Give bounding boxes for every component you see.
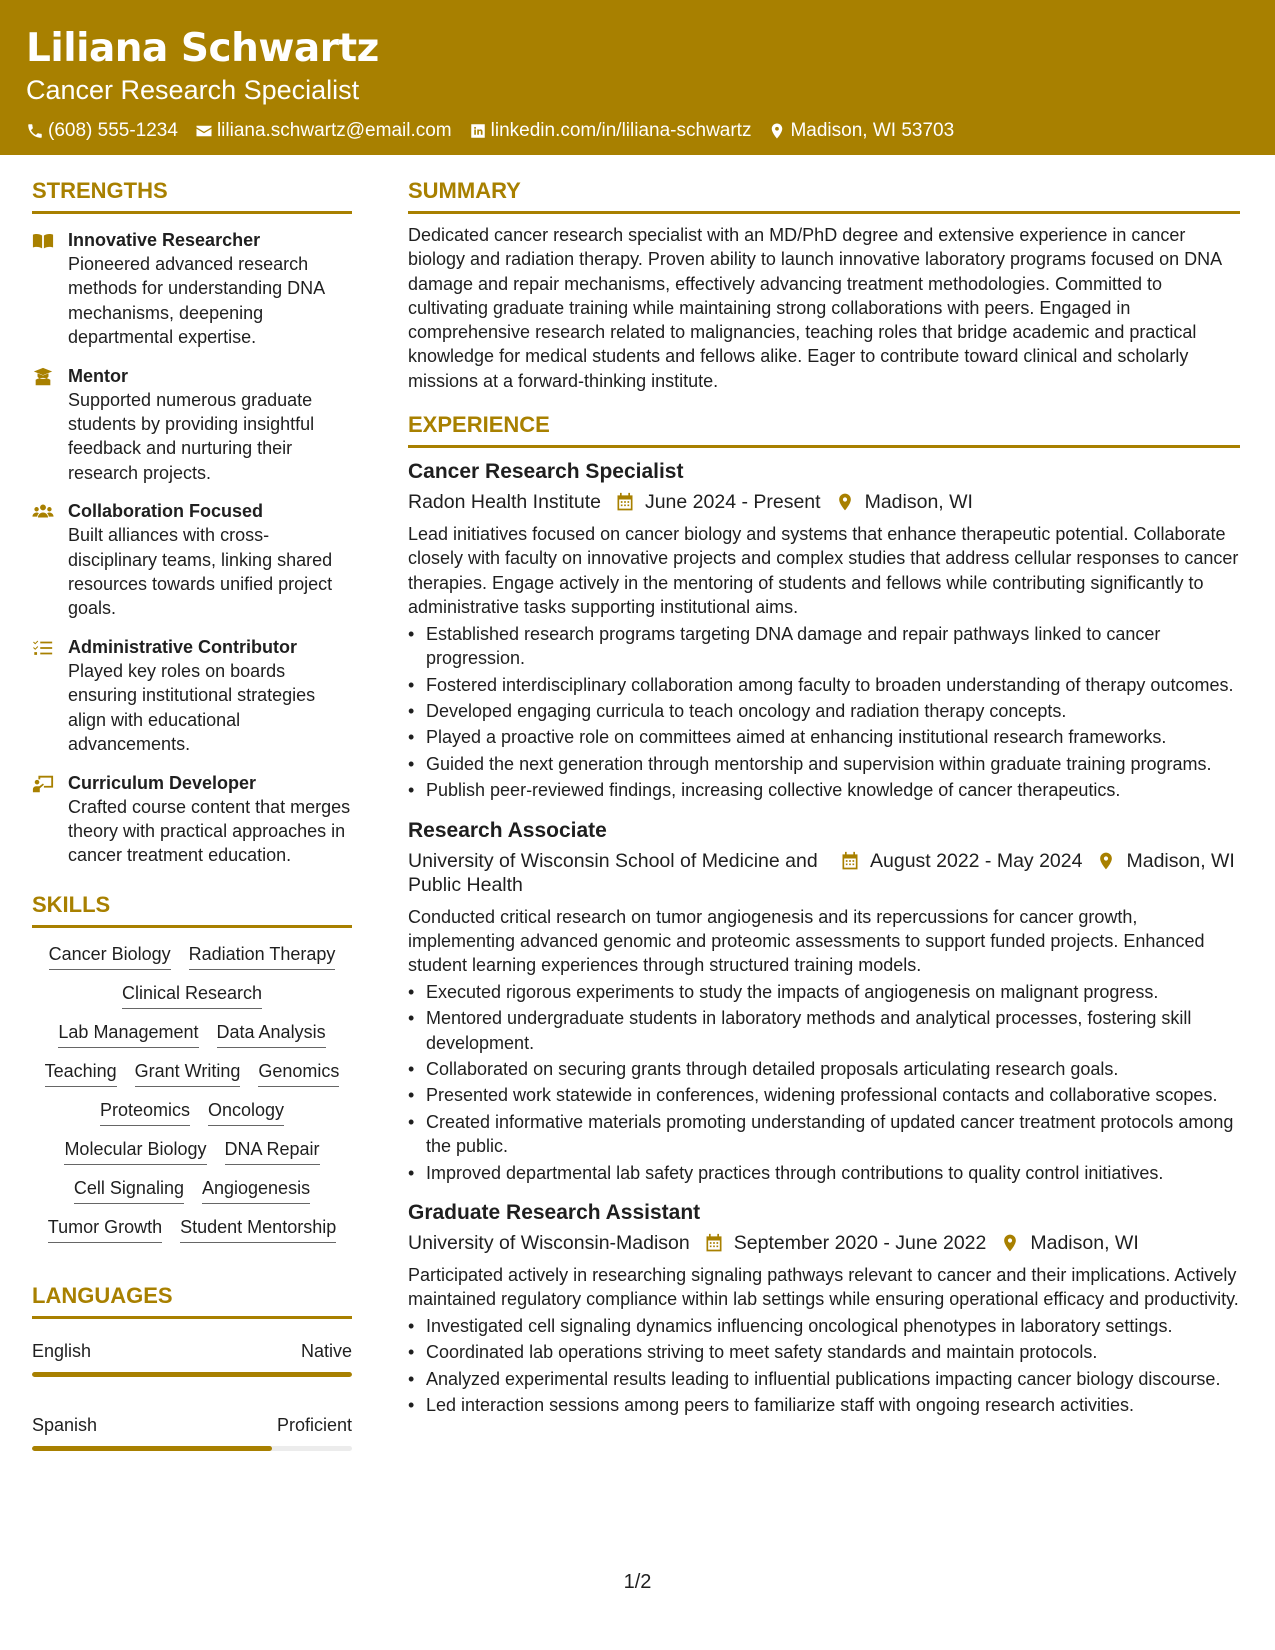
job-description: Conducted critical research on tumor angiogenesis and its repercussions for cancer growth, implementing advanced genomic and proteomic assessments to support funded projects. Enhanced student learning experiences through structured training models. bbox=[408, 906, 1205, 976]
page-number: 1/2 bbox=[623, 1571, 652, 1593]
contact-info bbox=[26, 119, 1249, 143]
skill-tag: Clinical Research bbox=[122, 981, 262, 1009]
strength-title: Curriculum Developer bbox=[68, 772, 257, 793]
skill-tag: Data Analysis bbox=[217, 1020, 326, 1048]
left-column bbox=[32, 176, 352, 1451]
job-title: Research Associate bbox=[408, 818, 607, 842]
bullet-item: • Investigated cell signaling dynamics influencing oncological phenotypes in laboratory settings. bbox=[408, 1314, 1240, 1338]
email-text[interactable]: liliana.schwartz@email.com bbox=[216, 120, 452, 141]
strength-item bbox=[32, 499, 352, 621]
contact-phone bbox=[26, 119, 178, 143]
job-company: University of Wisconsin-Madison bbox=[408, 1232, 690, 1255]
job-company: University of Wisconsin School of Medicine and Public Health bbox=[408, 849, 818, 896]
strength-text: Played key roles on boards ensuring institutional strategies align with educational advancements. bbox=[68, 660, 316, 755]
strength-title: Collaboration Focused bbox=[68, 501, 264, 522]
envelope-icon bbox=[195, 122, 213, 140]
skill-tag: Angiogenesis bbox=[202, 1176, 310, 1204]
language-name: English bbox=[32, 1340, 92, 1361]
language-proficiency-bar bbox=[32, 1372, 352, 1377]
strength-item bbox=[32, 364, 352, 486]
checklist-icon bbox=[32, 637, 54, 659]
strength-item bbox=[32, 771, 352, 868]
job-company: Radon Health Institute bbox=[408, 491, 601, 514]
language-item bbox=[32, 1339, 352, 1377]
languages-heading: LANGUAGES bbox=[32, 1281, 352, 1319]
bullet-item: • Played a proactive role on committees aimed at enhancing institutional research frameworks. bbox=[408, 725, 1240, 749]
skill-tag: DNA Repair bbox=[225, 1137, 320, 1165]
job-location: Madison, WI bbox=[1030, 1232, 1139, 1255]
map-pin-icon bbox=[1096, 851, 1116, 871]
job-description: Participated actively in researching signaling pathways relevant to cancer and their implications. Actively maintained regulatory compliance within lab settings while ensuring operational efficacy and productivity. bbox=[408, 1265, 1239, 1310]
job-entry bbox=[408, 817, 1240, 1185]
calendar-icon bbox=[615, 492, 635, 512]
strength-title: Administrative Contributor bbox=[68, 636, 298, 657]
bullet-item: • Coordinated lab operations striving to meet safety standards and maintain protocols. bbox=[408, 1340, 1240, 1364]
language-proficiency-bar bbox=[32, 1446, 352, 1451]
map-pin-icon bbox=[768, 122, 786, 140]
language-level: Proficient bbox=[276, 1414, 352, 1435]
job-entry bbox=[408, 1199, 1240, 1417]
right-column bbox=[408, 176, 1240, 1419]
map-pin-icon bbox=[1000, 1233, 1020, 1253]
job-bullets bbox=[408, 1314, 1240, 1418]
bullet-item: • Led interaction sessions among peers to familiarize staff with ongoing research activities. bbox=[408, 1393, 1240, 1417]
bullet-item: • Improved departmental lab safety practices through contributions to quality control initiatives. bbox=[408, 1161, 1240, 1185]
strength-item bbox=[32, 228, 352, 350]
skills-heading: SKILLS bbox=[32, 890, 352, 928]
strength-text: Supported numerous graduate students by providing insightful feedback and nurturing their research projects. bbox=[68, 389, 315, 483]
strength-title: Mentor bbox=[68, 365, 128, 386]
language-proficiency-fill bbox=[32, 1372, 352, 1377]
graduate-icon bbox=[32, 366, 54, 388]
strength-title: Innovative Researcher bbox=[68, 230, 261, 250]
job-meta bbox=[408, 490, 1240, 514]
job-entry bbox=[408, 458, 1240, 802]
candidate-title: Cancer Research Specialist bbox=[26, 75, 360, 105]
job-dates: June 2024 - Present bbox=[644, 491, 821, 514]
book-icon bbox=[32, 230, 54, 252]
strengths-heading: STRENGTHS bbox=[32, 176, 352, 214]
job-meta bbox=[408, 1231, 1240, 1255]
resume-header bbox=[0, 0, 1275, 155]
job-dates: August 2022 - May 2024 bbox=[870, 849, 1083, 872]
bullet-item: • Fostered interdisciplinary collaboration among faculty to broaden understanding of therapy outcomes. bbox=[408, 673, 1240, 697]
strength-item bbox=[32, 635, 352, 757]
job-title: Cancer Research Specialist bbox=[408, 460, 684, 484]
bullet-item: • Established research programs targeting DNA damage and repair pathways linked to cancer progression. bbox=[408, 622, 1240, 671]
teacher-icon bbox=[32, 773, 54, 795]
candidate-name: Liliana Schwartz bbox=[26, 26, 379, 71]
skill-tag: Grant Writing bbox=[135, 1059, 241, 1087]
job-location: Madison, WI bbox=[864, 491, 973, 514]
job-meta bbox=[408, 849, 1240, 897]
summary-text: Dedicated cancer research specialist with an MD/PhD degree and extensive experience in cancer biology and radiation therapy. Proven ability to launch innovative laboratory programs focused on DNA damage and repair mechanisms, effectively advancing treatment methodologies. Committed to cultivating graduate training while maintaining strong collaborations with peers. Engaged in comprehensive research related to malignancies, teaching roles that bridge academic and practical knowledge for medical students and fellows alike. Eager to contribute toward clinical and scholarly missions at a forward-thinking institute. bbox=[408, 225, 1222, 391]
calendar-icon bbox=[840, 851, 860, 871]
skill-tag: Tumor Growth bbox=[48, 1215, 162, 1243]
skill-tag: Proteomics bbox=[100, 1098, 190, 1126]
experience-heading: EXPERIENCE bbox=[408, 410, 1240, 448]
calendar-icon bbox=[704, 1233, 724, 1253]
skills-list bbox=[32, 942, 352, 1243]
phone-icon bbox=[26, 122, 44, 140]
bullet-item: • Collaborated on securing grants through detailed proposals articulating research goals. bbox=[408, 1057, 1240, 1081]
strength-text: Crafted course content that merges theory with practical approaches in cancer treatment education. bbox=[68, 796, 351, 866]
job-description: Lead initiatives focused on cancer biology and systems that enhance therapeutic potential. Collaborate closely with faculty on innovative projects and complex studies that address cellular responses to cancer therapies. Engage actively in the mentoring of students and fellows while contributing significantly to administrative tasks supporting institutional aims. bbox=[408, 524, 1239, 618]
bullet-item: • Publish peer-reviewed findings, increasing collective knowledge of cancer therapeutics. bbox=[408, 778, 1240, 802]
strength-text: Pioneered advanced research methods for understanding DNA mechanisms, deepening departmental expertise. bbox=[68, 254, 325, 348]
linkedin-icon bbox=[469, 122, 487, 140]
language-proficiency-fill bbox=[32, 1446, 272, 1451]
contact-location bbox=[768, 119, 954, 143]
bullet-item: • Developed engaging curricula to teach oncology and radiation therapy concepts. bbox=[408, 699, 1240, 723]
contact-email[interactable] bbox=[195, 119, 452, 143]
skill-tag: Genomics bbox=[258, 1059, 339, 1087]
group-icon bbox=[32, 501, 54, 523]
job-bullets bbox=[408, 622, 1240, 803]
bullet-item: • Mentored undergraduate students in laboratory methods and analytical processes, fostering skill development. bbox=[408, 1006, 1240, 1055]
contact-linkedin[interactable] bbox=[469, 119, 752, 143]
language-name: Spanish bbox=[32, 1414, 98, 1435]
job-bullets bbox=[408, 980, 1240, 1185]
language-level: Native bbox=[300, 1340, 352, 1361]
bullet-item: • Created informative materials promoting understanding of updated cancer treatment protocols among the public. bbox=[408, 1110, 1240, 1159]
phone-text: (608) 555-1234 bbox=[48, 120, 178, 141]
skill-tag: Teaching bbox=[45, 1059, 117, 1087]
skill-tag: Cancer Biology bbox=[49, 942, 171, 970]
bullet-item: • Guided the next generation through mentorship and supervision within graduate training programs. bbox=[408, 752, 1240, 776]
language-item bbox=[32, 1413, 352, 1451]
summary-heading: SUMMARY bbox=[408, 176, 1240, 214]
job-location: Madison, WI bbox=[1126, 849, 1235, 872]
job-dates: September 2020 - June 2022 bbox=[733, 1232, 987, 1255]
skill-tag: Molecular Biology bbox=[64, 1137, 206, 1165]
job-title: Graduate Research Assistant bbox=[408, 1201, 701, 1225]
strength-text: Built alliances with cross-disciplinary teams, linking shared resources towards unified project goals. bbox=[68, 525, 333, 619]
skill-tag: Oncology bbox=[208, 1098, 284, 1126]
bullet-item: • Executed rigorous experiments to study the impacts of angiogenesis on malignant progress. bbox=[408, 980, 1240, 1004]
skill-tag: Cell Signaling bbox=[74, 1176, 184, 1204]
map-pin-icon bbox=[835, 492, 855, 512]
skill-tag: Radiation Therapy bbox=[189, 942, 336, 970]
skill-tag: Lab Management bbox=[58, 1020, 198, 1048]
skill-tag: Student Mentorship bbox=[180, 1215, 336, 1243]
linkedin-text[interactable]: linkedin.com/in/liliana-schwartz bbox=[490, 120, 752, 141]
bullet-item: • Presented work statewide in conferences, widening professional contacts and collaborative scopes. bbox=[408, 1083, 1240, 1107]
bullet-item: • Analyzed experimental results leading to influential publications impacting cancer biology discourse. bbox=[408, 1367, 1240, 1391]
location-text: Madison, WI 53703 bbox=[790, 120, 955, 141]
